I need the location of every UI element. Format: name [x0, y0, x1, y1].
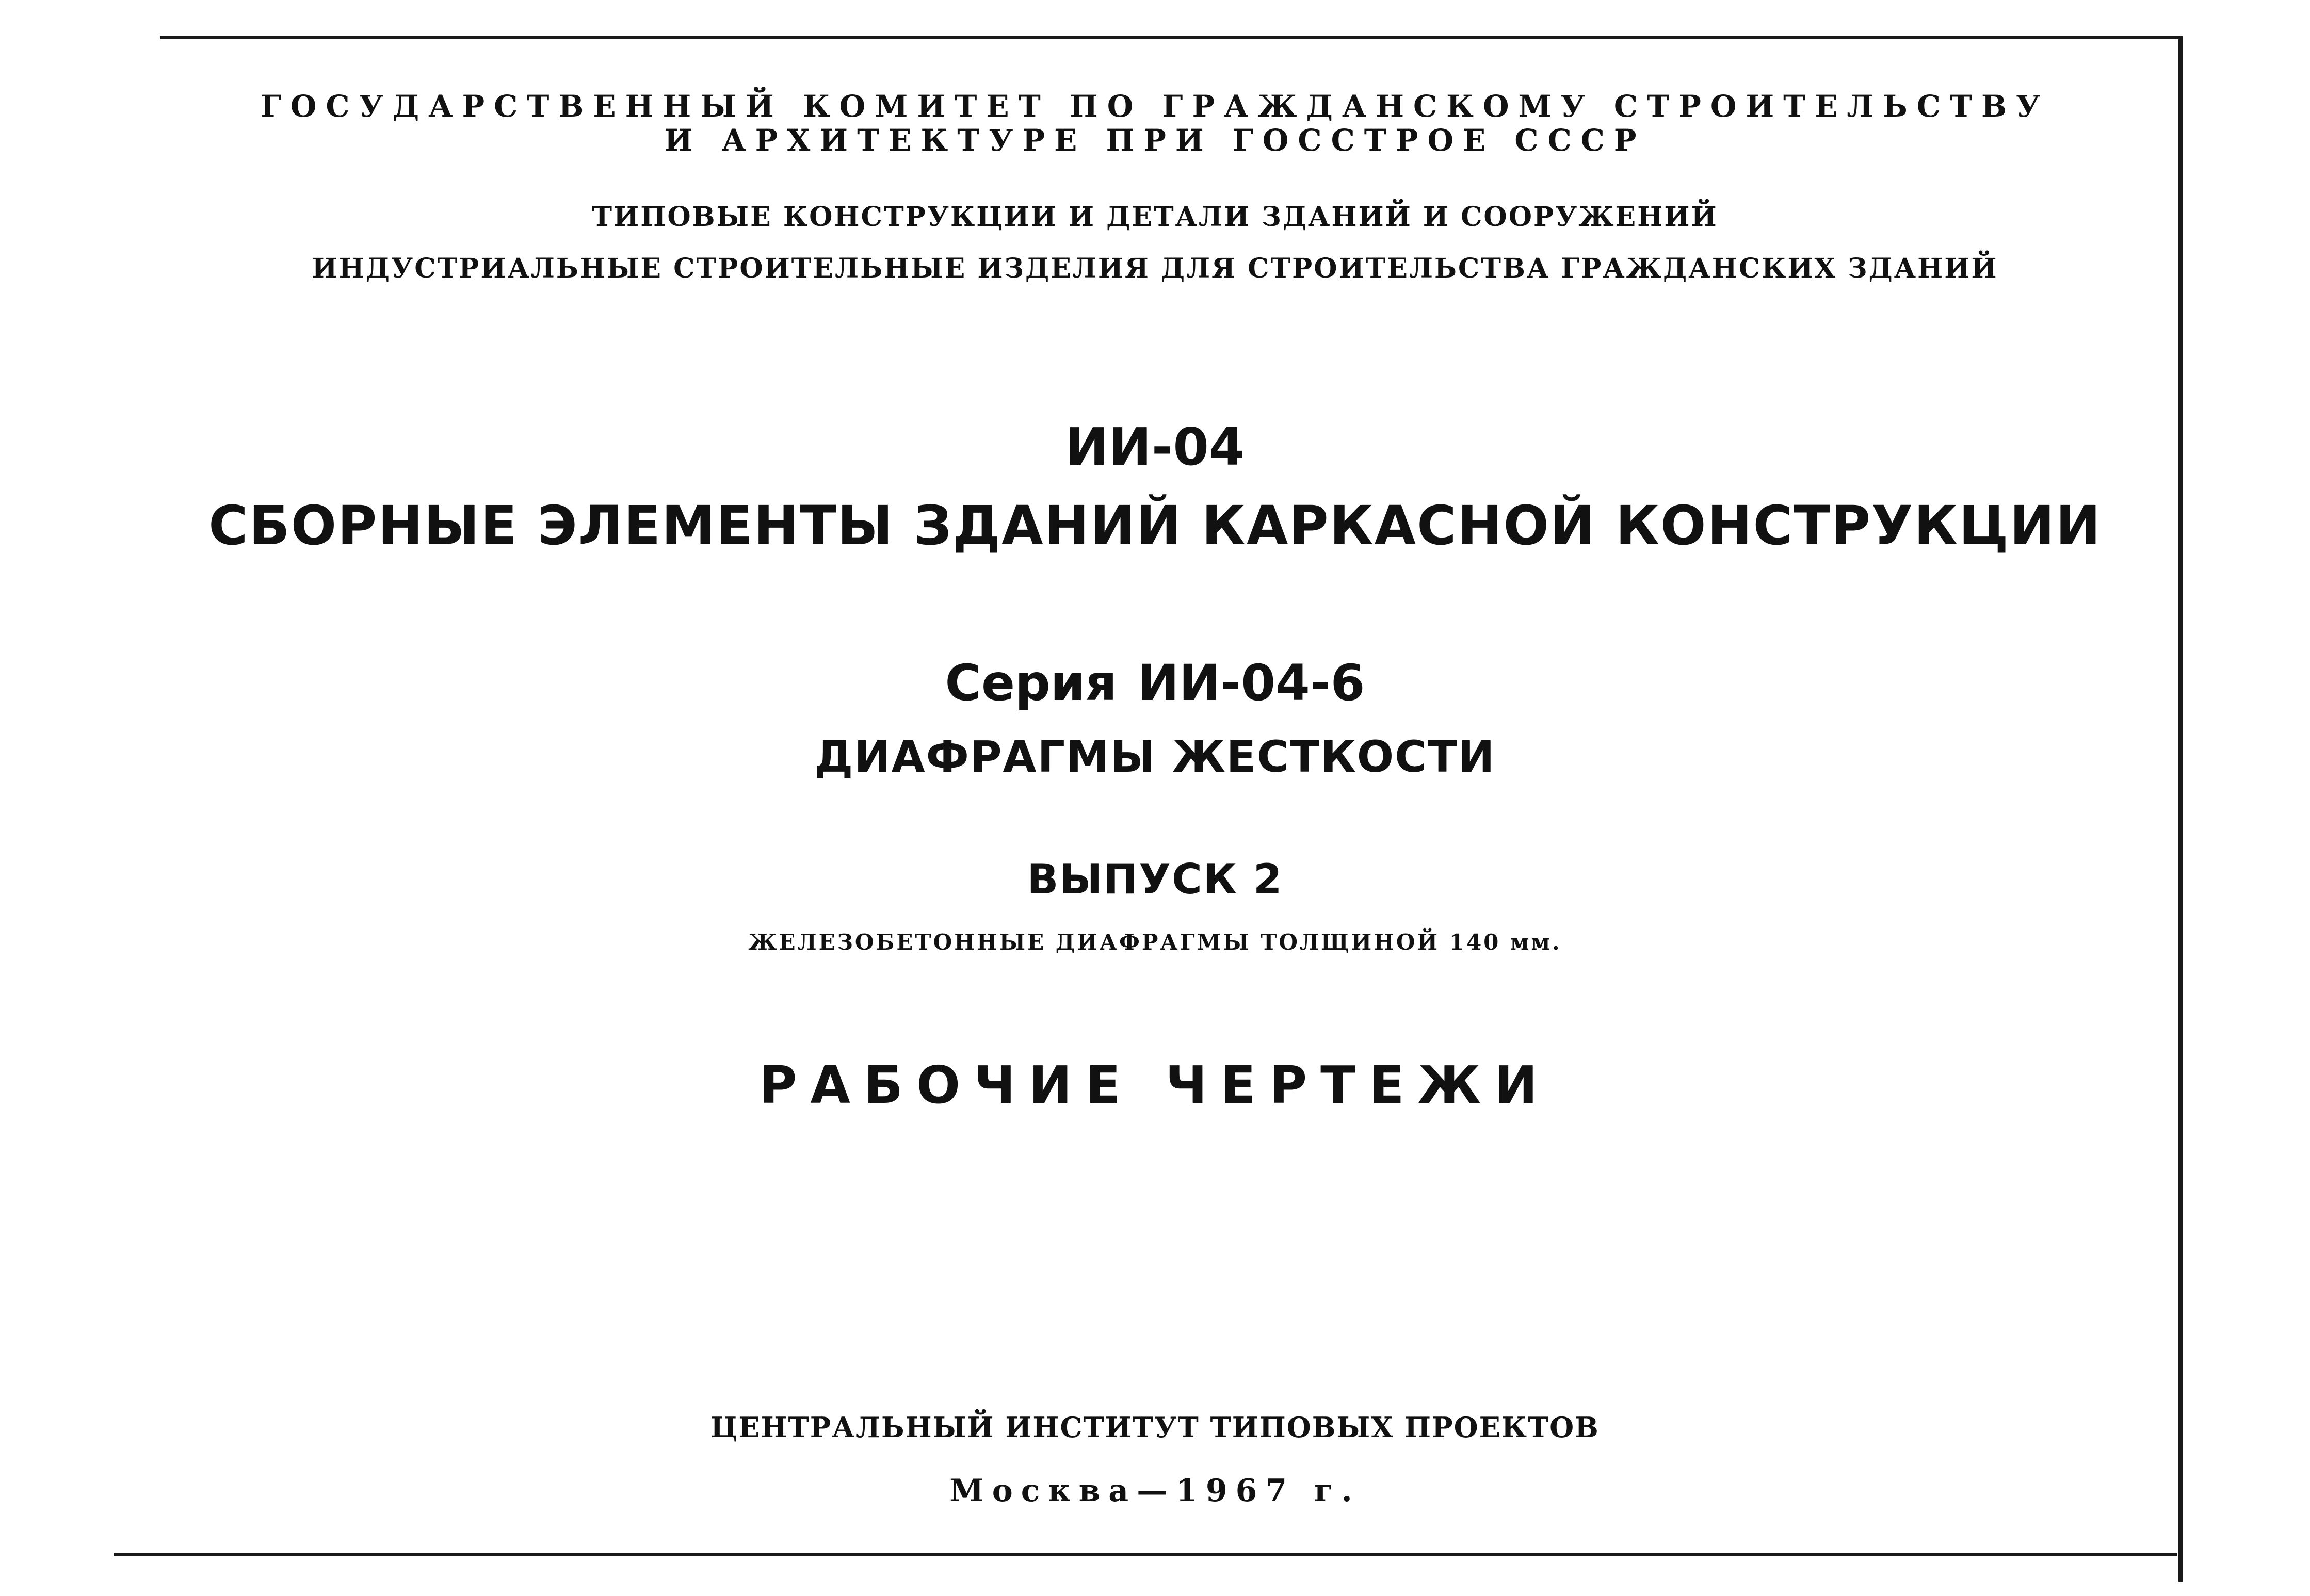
series-label: Серия — [945, 654, 1117, 712]
frame-top-rule — [160, 36, 2183, 39]
typical-structures-line: ТИПОВЫЕ КОНСТРУКЦИИ И ДЕТАЛИ ЗДАНИЙ И СООРУЖЕНИЙ — [592, 201, 1718, 233]
institute-name: ЦЕНТРАЛЬНЫЙ ИНСТИТУТ ТИПОВЫХ ПРОЕКТОВ — [710, 1411, 1600, 1444]
issue-label: ВЫПУСК 2 — [1027, 855, 1283, 903]
committee-line-1: ГОСУДАРСТВЕННЫЙ КОМИТЕТ ПО ГРАЖДАНСКОМУ СТРОИТЕЛЬСТВУ — [260, 89, 2050, 124]
issue-subtitle: ЖЕЛЕЗОБЕТОННЫЕ ДИАФРАГМЫ ТОЛЩИНОЙ 140 мм. — [748, 930, 1562, 955]
document-type: РАБОЧИЕ ЧЕРТЕЖИ — [759, 1055, 1551, 1115]
city-year: Москва—1967 г. — [949, 1473, 1361, 1509]
series-heading — [0, 654, 2310, 712]
series-name: ДИАФРАГМЫ ЖЕСТКОСТИ — [814, 731, 1496, 782]
frame-bottom-rule — [114, 1553, 2177, 1556]
page-title: СБОРНЫЕ ЭЛЕМЕНТЫ ЗДАНИЙ КАРКАСНОЙ КОНСТРУКЦИИ — [208, 494, 2102, 557]
series-code: ИИ-04-6 — [1137, 654, 1365, 712]
committee-line-2: И АРХИТЕКТУРЕ ПРИ ГОССТРОЕ СССР — [664, 123, 1646, 158]
industrial-products-line: ИНДУСТРИАЛЬНЫЕ СТРОИТЕЛЬНЫЕ ИЗДЕЛИЯ ДЛЯ СТРОИТЕЛЬСТВА ГРАЖДАНСКИХ ЗДАНИЙ — [312, 253, 1998, 284]
title-code: ИИ-04 — [1065, 417, 1245, 477]
